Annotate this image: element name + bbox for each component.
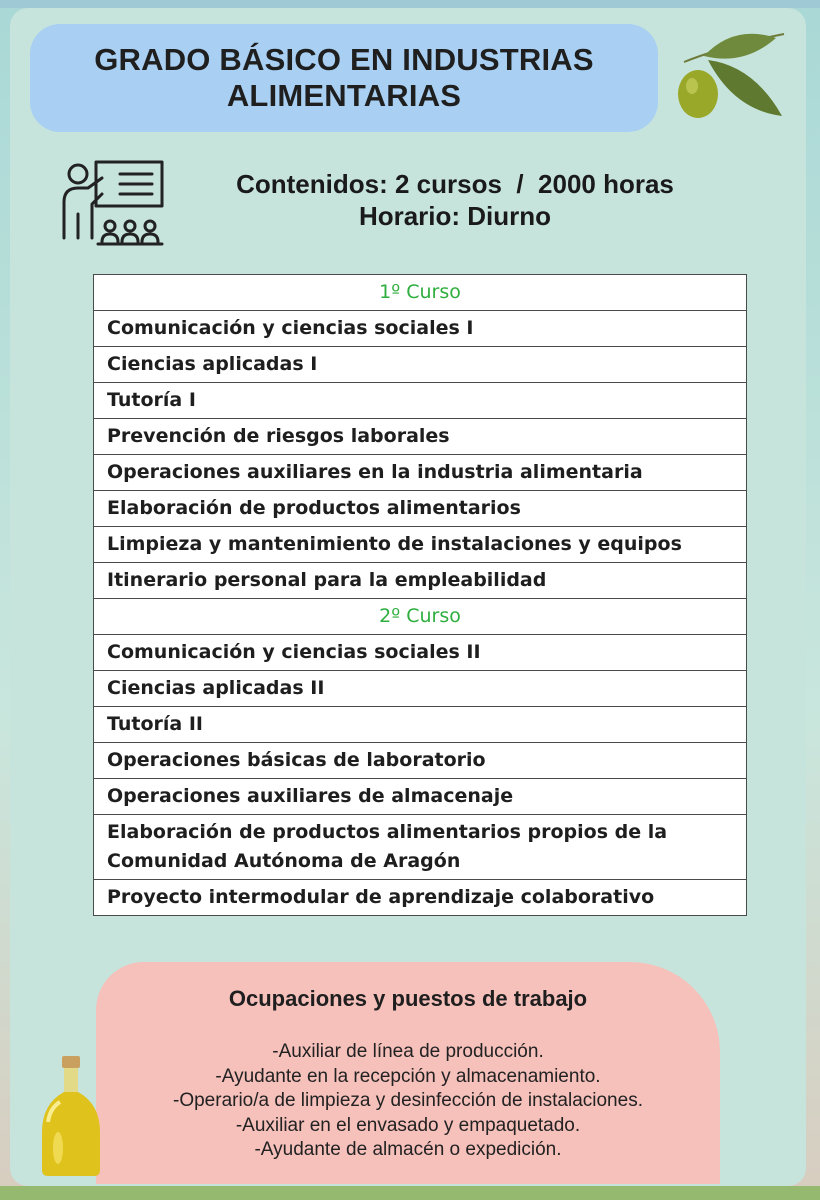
occupations-list	[96, 1040, 720, 1163]
subject-cell: Operaciones básicas de laboratorio	[94, 743, 747, 779]
course-info	[175, 168, 735, 232]
subject-cell: Comunicación y ciencias sociales I	[94, 311, 747, 347]
title-line-2: ALIMENTARIAS	[226, 78, 462, 113]
subject-cell: Proyecto intermodular de aprendizaje colaborativo	[94, 880, 747, 916]
table-row	[94, 347, 747, 383]
subject-cell: Operaciones auxiliares en la industria alimentaria	[94, 455, 747, 491]
teacher-presentation-icon	[58, 158, 170, 248]
contents-text: Contenidos: 2 cursos / 2000 horas	[236, 169, 674, 199]
table-row	[94, 491, 747, 527]
subject-cell: Ciencias aplicadas II	[94, 671, 747, 707]
subject-cell: Limpieza y mantenimiento de instalaciones y equipos	[94, 527, 747, 563]
first-course-header: 1º Curso	[94, 275, 747, 311]
table-row	[94, 455, 747, 491]
subject-cell: Elaboración de productos alimentarios	[94, 491, 747, 527]
subject-cell: Elaboración de productos alimentarios propios de la Comunidad Autónoma de Aragón	[94, 815, 747, 880]
list-item: -Ayudante de almacén o expedición.	[254, 1139, 562, 1160]
occupations-title: Ocupaciones y puestos de trabajo	[228, 986, 588, 1011]
subject-cell: Itinerario personal para la empleabilidad	[94, 563, 747, 599]
list-item: -Ayudante en la recepción y almacenamiento.	[215, 1065, 601, 1087]
table-row	[94, 635, 747, 671]
table-row	[94, 880, 747, 916]
course-header-row	[94, 599, 747, 635]
table-row	[94, 671, 747, 707]
list-item: -Auxiliar en el envasado y empaquetado.	[235, 1114, 581, 1136]
table-row	[94, 743, 747, 779]
list-item: -Operario/a de limpieza y desinfección de instalaciones.	[173, 1090, 643, 1111]
bottom-strip	[0, 1186, 820, 1200]
table-row	[94, 779, 747, 815]
second-course-header: 2º Curso	[94, 599, 747, 635]
subject-cell: Operaciones auxiliares de almacenaje	[94, 779, 747, 815]
title-line-1: GRADO BÁSICO EN INDUSTRIAS	[94, 42, 594, 77]
subject-cell: Comunicación y ciencias sociales II	[94, 635, 747, 671]
subject-cell: Prevención de riesgos laborales	[94, 419, 747, 455]
subjects-table	[93, 274, 747, 916]
course-header-row	[94, 275, 747, 311]
subject-cell: Ciencias aplicadas I	[94, 347, 747, 383]
list-item: -Auxiliar de línea de producción.	[272, 1041, 544, 1062]
schedule-text: Horario: Diurno	[358, 201, 552, 231]
table-row	[94, 311, 747, 347]
subject-cell: Tutoría I	[94, 383, 747, 419]
top-strip	[0, 0, 820, 8]
table-row	[94, 527, 747, 563]
subject-cell: Tutoría II	[94, 707, 747, 743]
table-row	[94, 419, 747, 455]
olive-branch-icon	[664, 26, 790, 126]
table-row	[94, 815, 747, 880]
olive-oil-bottle-icon	[36, 1052, 106, 1180]
table-row	[94, 563, 747, 599]
table-row	[94, 707, 747, 743]
table-row	[94, 383, 747, 419]
title-box	[30, 24, 658, 132]
